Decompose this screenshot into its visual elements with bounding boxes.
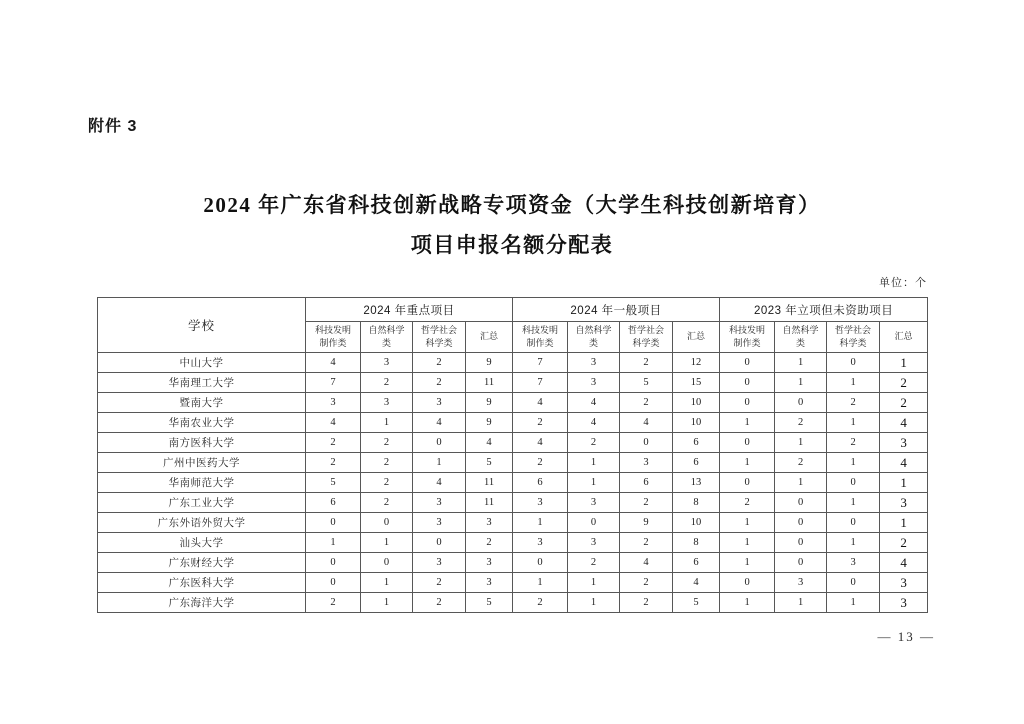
value-cell: 5 [306, 473, 361, 493]
value-cell: 4 [466, 433, 513, 453]
value-cell: 3 [880, 493, 928, 513]
table-row [98, 573, 928, 593]
value-cell: 6 [306, 493, 361, 513]
school-name: 华南农业大学 [98, 413, 306, 433]
value-cell: 0 [513, 553, 568, 573]
column-subheader: 汇总 [466, 322, 513, 353]
value-cell: 3 [513, 533, 568, 553]
value-cell: 0 [775, 513, 827, 533]
school-name: 华南理工大学 [98, 373, 306, 393]
value-cell: 0 [775, 553, 827, 573]
value-cell: 5 [673, 593, 720, 613]
table-row [98, 373, 928, 393]
value-cell: 2 [775, 413, 827, 433]
group-header-2024-general: 2024 年一般项目 [513, 298, 720, 322]
value-cell: 6 [513, 473, 568, 493]
value-cell: 0 [306, 573, 361, 593]
page-number: — 13 — [877, 629, 935, 644]
value-cell: 3 [361, 393, 413, 413]
value-cell: 15 [673, 373, 720, 393]
value-cell: 3 [568, 373, 620, 393]
value-cell: 1 [513, 573, 568, 593]
value-cell: 2 [620, 593, 673, 613]
value-cell: 0 [720, 473, 775, 493]
value-cell: 0 [720, 393, 775, 413]
value-cell: 0 [361, 553, 413, 573]
value-cell: 0 [827, 353, 880, 373]
value-cell: 2 [513, 453, 568, 473]
value-cell: 1 [306, 533, 361, 553]
value-cell: 6 [620, 473, 673, 493]
value-cell: 3 [568, 533, 620, 553]
value-cell: 1 [880, 353, 928, 373]
value-cell: 4 [880, 453, 928, 473]
value-cell: 2 [513, 413, 568, 433]
value-cell: 1 [720, 593, 775, 613]
value-cell: 2 [361, 453, 413, 473]
attachment-label: 附件 3 [88, 118, 138, 135]
school-name: 广东海洋大学 [98, 593, 306, 613]
school-name: 广东财经大学 [98, 553, 306, 573]
value-cell: 3 [568, 493, 620, 513]
column-subheader: 自然科学类 [568, 322, 620, 353]
value-cell: 1 [775, 373, 827, 393]
value-cell: 2 [827, 393, 880, 413]
value-cell: 1 [827, 533, 880, 553]
value-cell: 5 [620, 373, 673, 393]
value-cell: 0 [413, 433, 466, 453]
value-cell: 0 [413, 533, 466, 553]
value-cell: 0 [720, 573, 775, 593]
school-name: 华南师范大学 [98, 473, 306, 493]
value-cell: 3 [466, 573, 513, 593]
table-row [98, 493, 928, 513]
value-cell: 4 [880, 553, 928, 573]
table-row [98, 553, 928, 573]
value-cell: 5 [466, 593, 513, 613]
value-cell: 11 [466, 373, 513, 393]
value-cell: 3 [775, 573, 827, 593]
value-cell: 1 [827, 593, 880, 613]
value-cell: 4 [306, 353, 361, 373]
title-line-2: 项目申报名额分配表 [410, 233, 614, 257]
value-cell: 4 [880, 413, 928, 433]
school-name: 汕头大学 [98, 533, 306, 553]
value-cell: 2 [720, 493, 775, 513]
value-cell: 1 [513, 513, 568, 533]
value-cell: 4 [413, 473, 466, 493]
value-cell: 2 [620, 353, 673, 373]
value-cell: 2 [306, 433, 361, 453]
value-cell: 10 [673, 393, 720, 413]
value-cell: 1 [361, 593, 413, 613]
value-cell: 4 [673, 573, 720, 593]
school-name: 广东外语外贸大学 [98, 513, 306, 533]
school-name: 广州中医药大学 [98, 453, 306, 473]
value-cell: 6 [673, 453, 720, 473]
value-cell: 0 [775, 393, 827, 413]
value-cell: 2 [413, 593, 466, 613]
column-subheader: 自然科学类 [775, 322, 827, 353]
value-cell: 3 [361, 353, 413, 373]
value-cell: 0 [720, 353, 775, 373]
value-cell: 1 [413, 453, 466, 473]
value-cell: 2 [880, 533, 928, 553]
table-row [98, 473, 928, 493]
value-cell: 7 [306, 373, 361, 393]
document-title [0, 185, 1024, 265]
value-cell: 2 [361, 493, 413, 513]
value-cell: 2 [361, 433, 413, 453]
table-row [98, 533, 928, 553]
value-cell: 11 [466, 473, 513, 493]
value-cell: 3 [413, 513, 466, 533]
value-cell: 3 [827, 553, 880, 573]
value-cell: 1 [720, 413, 775, 433]
value-cell: 1 [775, 593, 827, 613]
column-subheader: 哲学社会科学类 [827, 322, 880, 353]
value-cell: 9 [466, 393, 513, 413]
value-cell: 7 [513, 353, 568, 373]
value-cell: 4 [306, 413, 361, 433]
value-cell: 2 [568, 553, 620, 573]
value-cell: 2 [513, 593, 568, 613]
value-cell: 9 [466, 353, 513, 373]
value-cell: 0 [620, 433, 673, 453]
value-cell: 2 [413, 353, 466, 373]
value-cell: 4 [513, 433, 568, 453]
value-cell: 7 [513, 373, 568, 393]
value-cell: 0 [306, 553, 361, 573]
value-cell: 3 [466, 553, 513, 573]
table-row [98, 593, 928, 613]
value-cell: 1 [827, 453, 880, 473]
value-cell: 2 [413, 573, 466, 593]
value-cell: 10 [673, 513, 720, 533]
value-cell: 10 [673, 413, 720, 433]
value-cell: 2 [568, 433, 620, 453]
value-cell: 9 [620, 513, 673, 533]
value-cell: 4 [413, 413, 466, 433]
value-cell: 1 [775, 353, 827, 373]
value-cell: 1 [827, 413, 880, 433]
value-cell: 2 [306, 593, 361, 613]
value-cell: 1 [361, 413, 413, 433]
title-line-1: 2024 年广东省科技创新战略专项资金（大学生科技创新培育） [203, 193, 821, 217]
value-cell: 1 [720, 513, 775, 533]
value-cell: 0 [720, 433, 775, 453]
value-cell: 2 [880, 373, 928, 393]
value-cell: 3 [880, 433, 928, 453]
value-cell: 3 [568, 353, 620, 373]
value-cell: 3 [880, 593, 928, 613]
value-cell: 2 [306, 453, 361, 473]
value-cell: 4 [568, 413, 620, 433]
table-row [98, 453, 928, 473]
value-cell: 3 [413, 553, 466, 573]
table-row [98, 433, 928, 453]
value-cell: 13 [673, 473, 720, 493]
value-cell: 3 [306, 393, 361, 413]
column-subheader: 汇总 [673, 322, 720, 353]
allocation-table [97, 297, 928, 613]
value-cell: 1 [568, 453, 620, 473]
value-cell: 3 [466, 513, 513, 533]
school-name: 广东工业大学 [98, 493, 306, 513]
value-cell: 1 [568, 593, 620, 613]
value-cell: 1 [361, 533, 413, 553]
value-cell: 0 [306, 513, 361, 533]
column-subheader: 科技发明制作类 [306, 322, 361, 353]
school-name: 中山大学 [98, 353, 306, 373]
value-cell: 3 [413, 493, 466, 513]
value-cell: 0 [827, 573, 880, 593]
table-row [98, 413, 928, 433]
value-cell: 2 [620, 533, 673, 553]
table-group-header-row [98, 298, 928, 322]
value-cell: 0 [568, 513, 620, 533]
value-cell: 3 [880, 573, 928, 593]
group-header-2024-key: 2024 年重点项目 [306, 298, 513, 322]
value-cell: 3 [620, 453, 673, 473]
table-row [98, 353, 928, 373]
value-cell: 0 [827, 513, 880, 533]
value-cell: 1 [880, 513, 928, 533]
value-cell: 8 [673, 493, 720, 513]
value-cell: 1 [568, 473, 620, 493]
value-cell: 2 [620, 393, 673, 413]
value-cell: 4 [620, 553, 673, 573]
value-cell: 2 [880, 393, 928, 413]
value-cell: 0 [827, 473, 880, 493]
value-cell: 1 [720, 533, 775, 553]
value-cell: 0 [775, 533, 827, 553]
value-cell: 1 [827, 493, 880, 513]
school-name: 广东医科大学 [98, 573, 306, 593]
column-subheader: 自然科学类 [361, 322, 413, 353]
column-subheader: 汇总 [880, 322, 928, 353]
value-cell: 12 [673, 353, 720, 373]
value-cell: 6 [673, 433, 720, 453]
value-cell: 2 [620, 573, 673, 593]
value-cell: 2 [827, 433, 880, 453]
value-cell: 1 [775, 473, 827, 493]
value-cell: 1 [361, 573, 413, 593]
value-cell: 0 [361, 513, 413, 533]
school-name: 南方医科大学 [98, 433, 306, 453]
value-cell: 2 [775, 453, 827, 473]
table-row [98, 513, 928, 533]
unit-note: 单位：个 [879, 277, 927, 289]
value-cell: 2 [361, 473, 413, 493]
column-subheader: 科技发明制作类 [720, 322, 775, 353]
value-cell: 5 [466, 453, 513, 473]
value-cell: 3 [413, 393, 466, 413]
value-cell: 3 [513, 493, 568, 513]
value-cell: 2 [361, 373, 413, 393]
value-cell: 2 [413, 373, 466, 393]
value-cell: 2 [620, 493, 673, 513]
value-cell: 4 [568, 393, 620, 413]
value-cell: 1 [720, 553, 775, 573]
value-cell: 9 [466, 413, 513, 433]
value-cell: 1 [720, 453, 775, 473]
value-cell: 4 [513, 393, 568, 413]
table-row [98, 393, 928, 413]
school-name: 暨南大学 [98, 393, 306, 413]
value-cell: 11 [466, 493, 513, 513]
school-column-header: 学校 [98, 298, 306, 353]
column-subheader: 哲学社会科学类 [413, 322, 466, 353]
value-cell: 0 [720, 373, 775, 393]
value-cell: 1 [568, 573, 620, 593]
value-cell: 4 [620, 413, 673, 433]
value-cell: 6 [673, 553, 720, 573]
value-cell: 1 [775, 433, 827, 453]
value-cell: 1 [880, 473, 928, 493]
value-cell: 8 [673, 533, 720, 553]
column-subheader: 科技发明制作类 [513, 322, 568, 353]
value-cell: 1 [827, 373, 880, 393]
group-header-2023-unfunded: 2023 年立项但未资助项目 [720, 298, 928, 322]
column-subheader: 哲学社会科学类 [620, 322, 673, 353]
value-cell: 0 [775, 493, 827, 513]
value-cell: 2 [466, 533, 513, 553]
